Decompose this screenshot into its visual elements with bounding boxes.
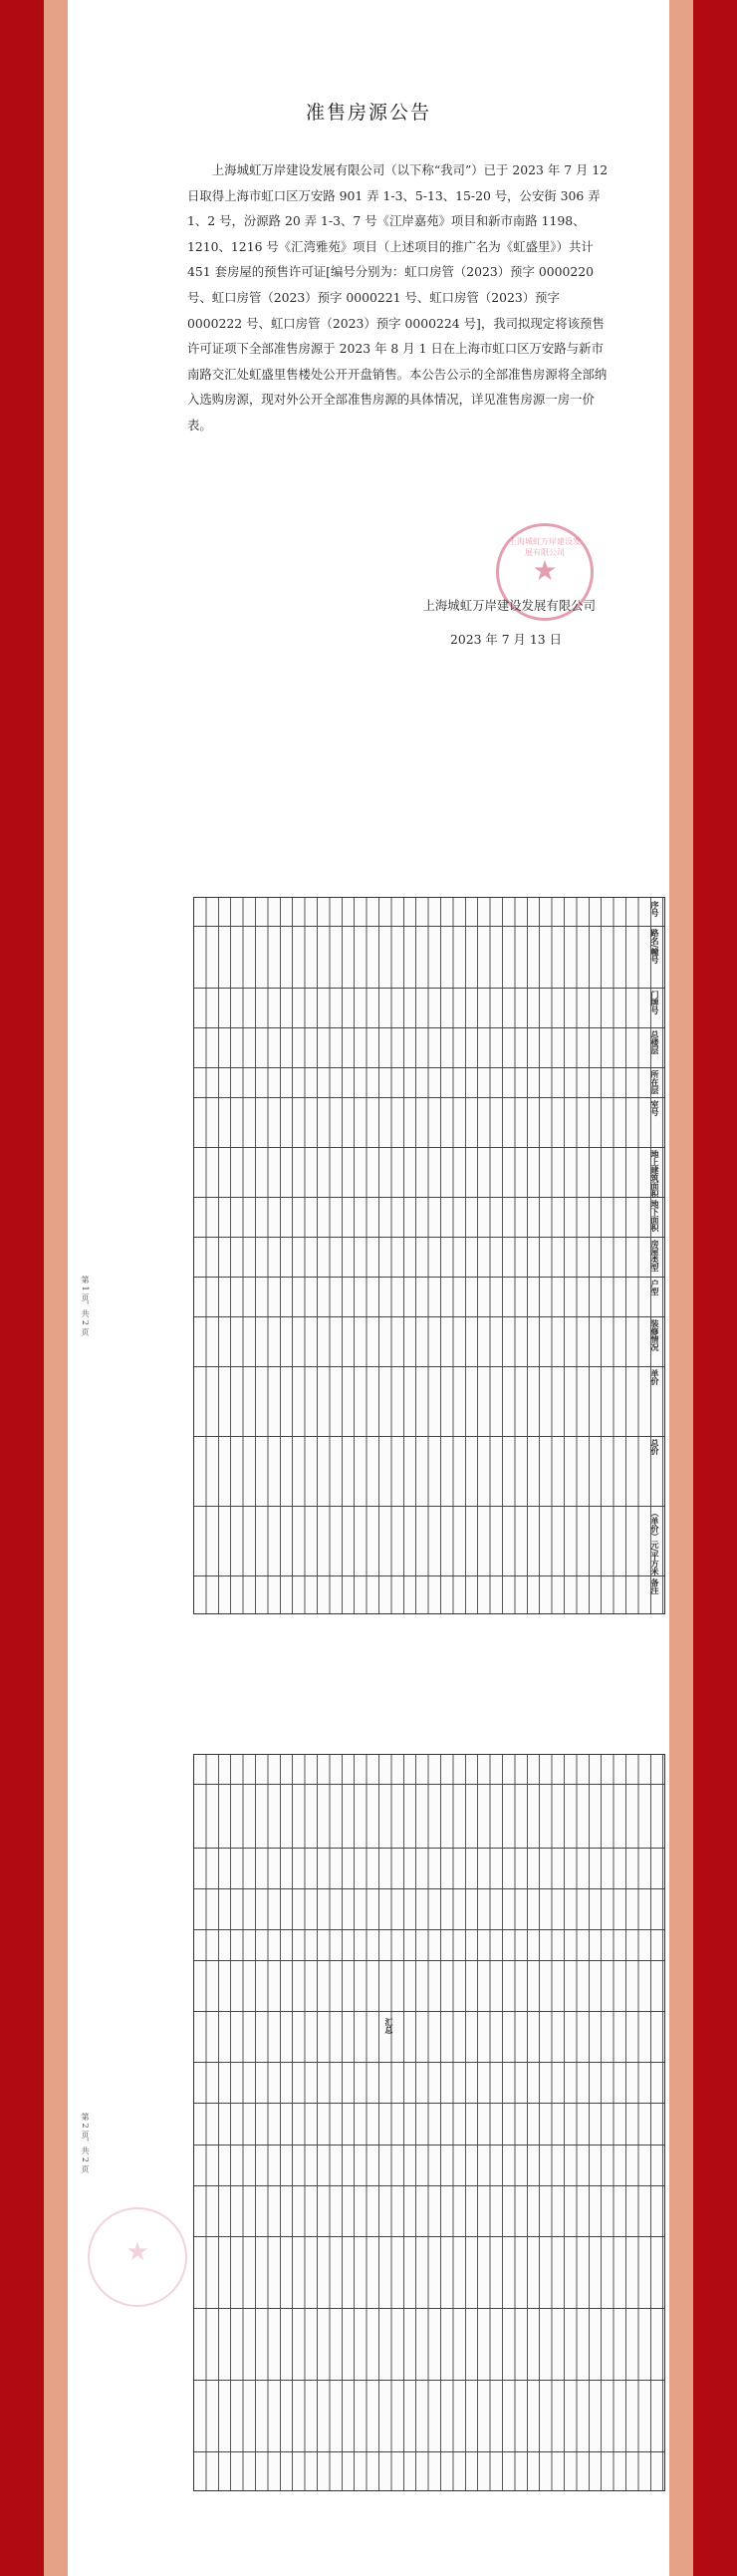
table-column-divider [194,1027,664,1028]
table-column-divider [194,1067,664,1068]
table-column-divider [194,1366,664,1367]
table-column-divider [194,2380,664,2381]
notice-body [187,157,612,438]
faint-seal-star-icon: ★ [125,2237,149,2267]
frame-stripe-right [669,0,693,2576]
table-header-cell: 总价 [650,1439,660,1455]
table-column-divider [194,1436,664,1437]
notice-paragraph: 上海城虹万岸建设发展有限公司（以下称“我司”）已于 2023 年 7 月 12 日取得上海市虹口区万安路 901 弄 1-3、5-13、15-20 号，公安街 306 弄 1、2 号，汾源路 20 弄 1-3、7 号《江岸嘉苑》项目和新市南路 1198、1210、1216 号《汇湾雅苑》项目（上述项目的推广名为《虹盛里》）共计 451 套房屋的预售许可证[编号分别为：虹口房管（2023）预字 0000220 号、虹口房管（2023）预字 0000221 号、虹口房管（2023）预字 0000222 号、虹口房管（2023）预字 0000224 号]，我司拟现定将该预售许可证项下全部准售房源于 2023 年 8 月 1 日在上海市虹口区万安路与新市南路交汇处虹盛里售楼处公开开盘销售。本公告公示的全部准售房源将全部纳入选购房源，现对外公开全部准售房源的具体情况，详见准售房源一房一价表。 [187,162,609,432]
table-header-cell: 装修情况 [650,1319,660,1351]
table-header-cell: 单价 [650,1369,660,1385]
table-header-cell: （单价）元/平方米 [650,1509,660,1575]
signer-company: 上海城虹万岸建设发展有限公司 [422,598,596,613]
table-column-divider [194,1888,664,1889]
notice-page [68,0,669,877]
table-header-cell: 备注 [650,1578,660,1594]
table-header-cell: 户型 [650,1280,660,1295]
table-column-divider [194,1097,664,1098]
table-column-divider [194,1848,664,1849]
page-number-2: 第 2 页，共 2 页 [81,2113,90,2173]
table-header-cell: 所在层 [650,1070,660,1094]
price-table-page-2 [68,1694,669,2576]
table-column-divider [194,1575,664,1576]
table-column-divider [194,1506,664,1507]
table-column-divider [194,2011,664,2012]
table-column-divider [194,1237,664,1238]
table-column-divider [194,1929,664,1930]
table-column-divider [194,2185,664,2186]
table-column-divider [194,2308,664,2309]
table-header-cell: 室号 [650,1100,660,1116]
table-header-cell: 地上建筑面积 [650,1150,660,1198]
table-column-divider [194,2103,664,2104]
table-column-divider [194,1277,664,1278]
table-header-cell: 总楼层 [650,1030,660,1054]
table-column-divider [194,2062,664,2063]
table-column-divider [194,1147,664,1148]
seal-text: 上海城虹万岸建设发展有限公司 [509,537,581,557]
sum-label: 汇总 [384,2018,394,2034]
price-table-page-1 [68,877,669,1694]
price-table-grid-2 [193,1754,665,2491]
table-column-divider [194,988,664,989]
seal-star-icon: ★ [532,554,558,587]
table-column-divider [194,1197,664,1198]
page-number-1: 第 1 页，共 2 页 [81,1276,90,1336]
table-column-divider [194,1784,664,1785]
table-column-divider [194,926,664,927]
price-table-grid-1 [193,897,665,1614]
table-header-cell: 序号 [650,901,660,917]
frame-stripe-left [44,0,68,2576]
table-header-cell: 路名/幢号 [650,929,660,964]
faint-seal [88,2207,187,2307]
table-header-cell: 房屋类型 [650,1240,660,1272]
table-column-divider [194,2451,664,2452]
notice-title: 准售房源公告 [305,102,431,124]
table-column-divider [194,1316,664,1317]
document-sheet [68,0,669,2576]
table-column-divider [194,1960,664,1961]
table-header-cell: 门牌号 [650,991,660,1014]
table-column-divider [194,2145,664,2146]
sign-date: 2023 年 7 月 13 日 [449,632,562,647]
table-column-divider [194,2236,664,2237]
table-header-cell: 地下面积 [650,1200,660,1232]
